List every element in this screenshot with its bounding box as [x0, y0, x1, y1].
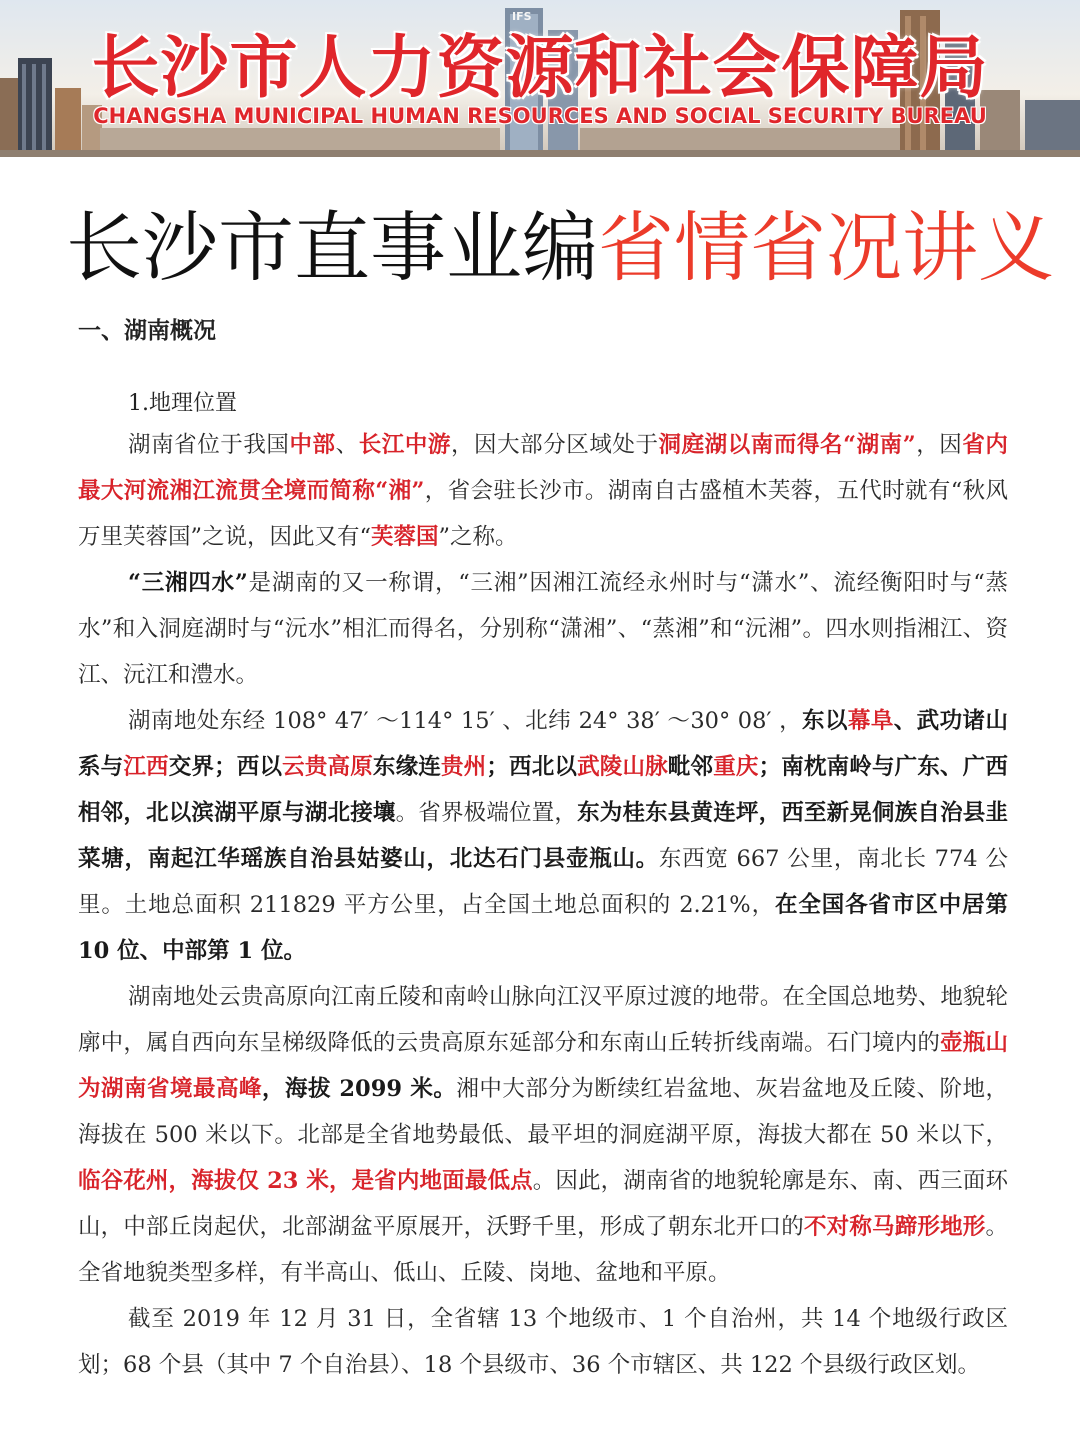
emphasis-text: 在全国各省市区中居第 10 位、中部第 1 位。: [78, 892, 1008, 964]
highlight-text: 中部: [289, 432, 336, 458]
body-text-run: ，因: [915, 432, 963, 458]
emphasis-text: 东为桂东县黄连坪，西至新晃侗族自治县韭菜塘，南起江华瑶族自治县姑婆山，北达石门县壶瓶山。: [78, 800, 1008, 872]
body-text-run: ，省会驻长沙市。湖南自古盛植木芙蓉，五代时就有“秋风万里芙蓉国”之说，因此又有“: [78, 478, 1008, 550]
body-text-run: 湘中大部分为断续红岩盆地、灰岩盆地及丘陵、阶地，海拔在 500 米以下。北部是全省地势最低、最平坦的洞庭湖平原，海拔大都在 50 米以下，: [78, 1076, 1008, 1148]
emphasis-text: ；南枕南岭与广东、广西相邻，北以滨湖平原与湖北接壤: [78, 754, 1008, 826]
body-text-run: ”之称。: [438, 524, 518, 550]
body-text-run: 。因此，湖南省的地貌轮廓是东、南、西三面环山，中部丘岗起伏，北部湖盆平原展开，沃野千里，形成了朝东北开口的: [78, 1168, 1008, 1240]
emphasis-text: ，海拔 2099 米。: [262, 1076, 457, 1102]
subsection-heading: 1.地理位置: [128, 391, 237, 416]
body-text-run: 湖南地处东经 108° 47′ ～114° 15′ 、北纬 24° 38′ ～30° 08′ ，: [128, 708, 803, 734]
body-text-run: 截至 2019 年 12 月 31 日，全省辖 13 个地级市、1 个自治州，共 14 个地级行政区划；68 个县（其中 7 个自治县）、18 个县级市、36 个市辖区、共 122 个县级行政区划。: [78, 1306, 1008, 1378]
highlight-text: 幕阜: [847, 708, 894, 734]
paragraph-location-area: [78, 698, 1008, 974]
page-title: [66, 198, 1056, 298]
body-text-run: 是湖南的又一称谓，“三湘”因湘江流经永州时与“潇水”、流经衡阳时与“蒸水”和入洞庭湖时与“沅水”相汇而得名，分别称“潇湘”、“蒸湘”和“沅湘”。四水则指湘江、资江、沅江和澧水。: [78, 570, 1009, 688]
highlight-text: 壶瓶山为湖南省境最高峰: [78, 1030, 1008, 1102]
paragraph-geography: [78, 422, 1008, 560]
emphasis-text: 东缘连: [372, 754, 441, 780]
banner-subtitle: CHANGSHA MUNICIPAL HUMAN RESOURCES AND SOCIAL SECURITY BUREAU: [93, 104, 987, 128]
paragraph-administrative-divisions: [78, 1296, 1008, 1388]
highlight-text: 云贵高原: [282, 754, 373, 780]
body-text-run: 湖南地处云贵高原向江南丘陵和南岭山脉向江汉平原过渡的地带。在全国总地势、地貌轮廓中，属自西向东呈梯级降低的云贵高原东延部分和东南山丘转折线南端。石门境内的: [78, 984, 1008, 1056]
highlight-text: 省内最大河流湘江流贯全境而简称“湘”: [78, 432, 1008, 504]
highlight-text: 洞庭湖以南而得名“湖南”: [658, 432, 916, 458]
highlight-text: 江西: [123, 754, 169, 780]
highlight-text: 重庆: [713, 754, 759, 780]
page-title-black: 长沙市直事业编: [66, 203, 598, 292]
page-title-red: 省情省况讲义: [598, 203, 1054, 292]
emphasis-text: 东以: [802, 708, 848, 734]
highlight-text: 长江中游: [358, 432, 451, 458]
emphasis-text: 、武功诸山系与: [78, 708, 1008, 780]
paragraph-terrain: [78, 974, 1008, 1296]
highlight-text: 临谷花州，海拔仅 23 米，是省内地面最低点: [78, 1168, 533, 1194]
emphasis-text: “三湘四水”: [128, 570, 248, 596]
body-text-run: 、: [335, 432, 359, 458]
emphasis-text: ；西北以: [486, 754, 578, 780]
body-text-run: 湖南省位于我国: [128, 432, 290, 458]
highlight-text: 武陵山脉: [577, 754, 668, 780]
banner-title: 长沙市人力资源和社会保障局: [91, 29, 989, 108]
paragraph-sanxiang-sishui: [78, 560, 1008, 698]
emphasis-text: 交界；西以: [168, 754, 283, 780]
header-banner: [0, 0, 1080, 157]
body-text: [78, 422, 1008, 1388]
highlight-text: 不对称马蹄形地形: [803, 1214, 986, 1240]
highlight-text: 贵州: [440, 754, 487, 780]
section-heading: 一、湖南概况: [78, 318, 216, 344]
emphasis-text: 毗邻: [667, 754, 714, 780]
ifs-sign: IFS: [512, 10, 532, 23]
body-text-run: 东西宽 667 公里，南北长 774 公里。土地总面积 211829 平方公里，占全国土地总面积的 2.21%，: [78, 846, 1008, 918]
body-text-run: 。省界极端位置，: [395, 800, 578, 826]
highlight-text: 芙蓉国: [371, 524, 439, 550]
body-text-run: 。全省地貌类型多样，有半高山、低山、丘陵、岗地、盆地和平原。: [78, 1214, 1008, 1286]
body-text-run: ，因大部分区域处于: [450, 432, 659, 458]
